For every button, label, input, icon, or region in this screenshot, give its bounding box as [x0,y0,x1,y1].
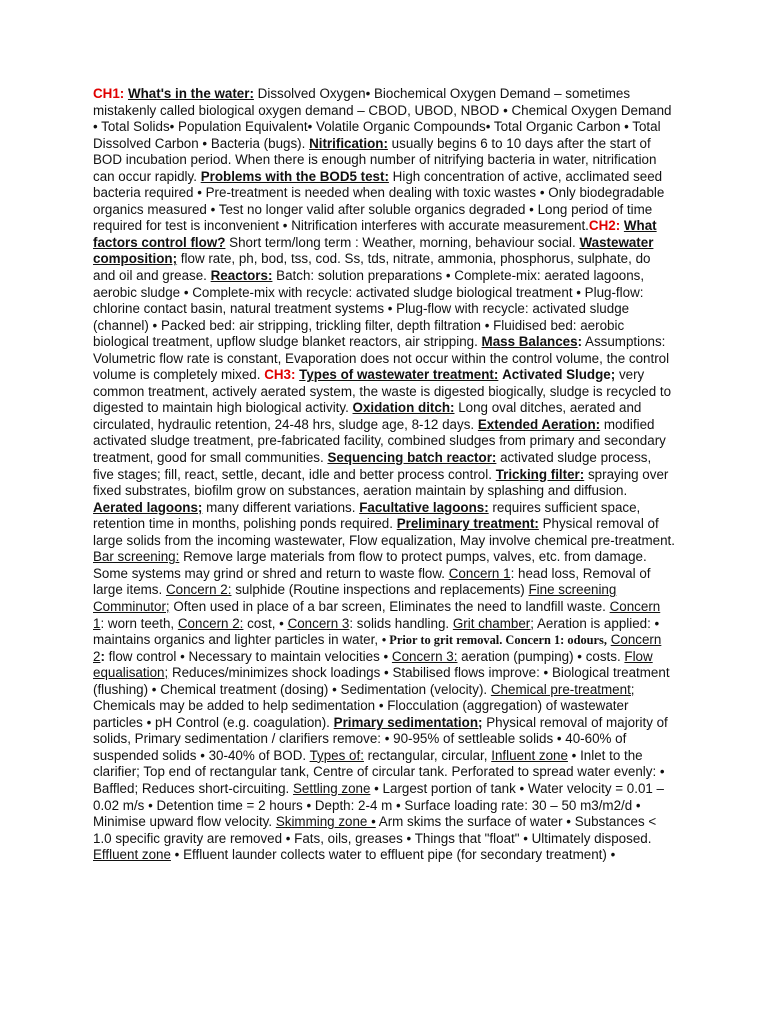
text-nitrification: usually begins 6 to 10 days after the start of BOD incubation period. When there is enough number of nitrifying bacteria in water, nitrification can occur rapidly. [93,135,657,184]
text-effluent-zone: • Effluent launder collects water to effluent pipe (for secondary treatment) • [174,847,616,863]
label-concern-2: Concern 2: [177,615,244,631]
text-chemical-pretreatment: Chemicals may be added to help sedimentation • Flocculation (aggregation) of wastewater particles • pH Control (e.g. coagulation). [93,698,629,730]
heading-facultative-lagoons: Facultative lagoons: [359,499,489,515]
heading-reactors: Reactors: [210,268,273,284]
text-bar-screening: Remove large materials from flow to protect pumps, valves, etc. from damage. Some systems may grind or shred and return to waste flow. [93,549,647,581]
text-sequencing-batch-reactor: activated sludge process, five stages; fill, react, settle, decant, idle and better process control. [93,450,652,482]
text-comminutor: Often used in place of a bar screen, Eliminates the need to landfill waste. [173,598,606,614]
heading-treatment-types: Types of wastewater treatment: [299,367,499,383]
text-influent-zone: • Inlet to the clarifier; Top end of rectangular tank, Centre of circular tank. Perforated to spread water evenly: • Baffled; Reduces short-circuiting. [93,747,665,796]
label-influent-zone: Influent zone [491,747,568,763]
text-water-parameters: Dissolved Oxygen• Biochemical Oxygen Demand – sometimes mistakenly called biological oxygen demand – CBOD, UBOD, NBOD • Chemical Oxygen Demand • Total Solids• Population Equivalent• Volatile Organic Compounds• Total Organic Carbon • Total Dissolved Carbon • Bacteria (bugs). [93,86,672,151]
label-bar-screening: Bar screening: [93,549,180,565]
heading-activated-sludge: Activated Sludge; [502,367,616,383]
chapter-marker-ch3: CH3: [264,367,296,383]
label-fine-screening: Fine screening [528,582,617,598]
text-facultative-lagoons: requires sufficient space, retention time in months, polishing ponds required. [93,499,641,532]
heading-whats-in-water: What's in the water: [127,86,254,101]
label-concern-3: Concern 3: [391,648,458,664]
label-comminutor: Comminutor; [93,598,170,614]
text-concern-1: : worn teeth, [100,615,175,631]
study-notes-paragraph [93,86,675,864]
text-aerated-lagoons: many different variations. [206,499,356,515]
heading-mass-balances: Mass Balances [481,334,578,350]
label-chemical-pretreatment: Chemical pre-treatment; [490,681,635,697]
heading-tricking-filter: Tricking filter: [495,466,585,482]
mass-balances-colon: : [577,334,583,350]
heading-preliminary-treatment: Preliminary treatment: [396,516,539,532]
heading-sequencing-batch-reactor: Sequencing batch reactor: [327,450,497,466]
text-wastewater-composition: flow rate, ph, bod, tss, cod. Ss, tds, nitrate, ammonia, phosphorus, sulphate, do and oil and grease. [93,251,651,284]
label-concern-3: Concern 3 [287,615,350,631]
label-settling-zone: Settling zone [292,780,371,796]
text-primary-sedimentation: Physical removal of majority of solids, Primary sedimentation / clarifiers remove: • 90-95% of settleable solids • 40-60% of suspended solids • 30-40% of BOD. [93,714,668,763]
text-tricking-filter: spraying over fixed substrates, biofilm grow on substances, aeration maintain by splashing and diffusion. [93,466,669,499]
text-reactors: Batch: solution preparations • Complete-mix: aerated lagoons, aerobic sludge • Complete-mix with recycle: activated sludge biological treatment • Plug-flow: chlorine contact basin, natural treatment systems • Plug-flow with recycle: activated sludge (channel) • Packed bed: air stripping, trickling filter, depth filtration • Fluidised bed: aerobic biological treatment, upflow sludge blanket reactors, air stripping. [93,268,645,350]
label-concern-1: Concern 1 [448,565,511,581]
chapter-marker-ch1: CH1: [93,86,125,101]
label-flow-equalisation: Flow equalisation; [93,648,653,681]
text-bod5-problems: High concentration of active, acclimated seed bacteria required • Pre-treatment is needed when dealing with toxic wastes • Only biodegradable organics measured • Test no longer valid after soluble organics degraded • Long period of time required for test is inconvenient • Nitrification interferes with accurate measurement. [93,168,665,234]
heading-aerated-lagoons: Aerated lagoons; [93,499,203,515]
text-flow-factors: Short term/long term : Weather, morning, behaviour social. [229,234,576,250]
text-mass-balances: Assumptions: Volumetric flow rate is constant, Evaporation does not occur within the control volume, the control volume is completely mixed. [93,334,670,383]
text-extended-aeration: modified activated sludge treatment, pre-fabricated facility, combined sludges from primary and secondary treatment, good for small communities. [93,416,666,466]
text-skimming-zone: Arm skims the surface of water • Substances < 1.0 specific gravity are removed • Fats, oils, greases • Things that "float" • Ultimately disposed. [93,814,657,846]
text-activated-sludge: very common treatment, actively aerated system, the waste is digested biogically, sludge is recycled to digested to maintain high biological activity. [93,367,672,416]
text-grit-removal: • Prior to grit removal. Concern 1: odours, [381,633,607,648]
label-skimming-zone: Skimming zone • [275,814,376,830]
label-concern-2: Concern 2: [165,582,232,598]
label-concern-1: Concern 1 [93,598,661,631]
heading-wastewater-composition: Wastewater composition; [93,234,654,267]
chapter-marker-ch2: CH2: [588,218,621,234]
heading-extended-aeration: Extended Aeration: [477,416,601,432]
heading-flow-factors: What factors control flow? [93,218,657,250]
label-effluent-zone: Effluent zone [93,847,171,863]
text-oxidation-ditch: Long oval ditches, aerated and circulated, hydraulic retention, 24-48 hrs, sludge age, 8-12 days. [93,400,642,432]
label-concern-2: Concern 2 [93,632,662,664]
label-types-of: Types of: [309,747,364,763]
text-concern-3: aeration (pumping) • costs. [461,648,621,664]
heading-oxidation-ditch: Oxidation ditch: [352,400,455,416]
text-grit-chamber: Aeration is applied: • maintains organics and lighter particles in water, [93,615,660,648]
document-page [93,86,675,864]
text-preliminary-treatment: Physical removal of large solids from the incoming wastewater, Flow equalization, May involve chemical pre-treatment. [93,516,676,548]
text-concern-1: : head loss, Removal of large items. [93,565,651,598]
text-flow-equalisation: Reduces/minimizes shock loadings • Stabilised flows improve: • Biological treatment (flushing) • Chemical treatment (dosing) • Sedimentation (velocity). [93,665,670,697]
text-concern-2: sulphide (Routine inspections and replacements) [235,582,525,598]
concern-2-colon: : [100,648,105,664]
heading-nitrification: Nitrification: [309,135,388,151]
heading-primary-sedimentation: Primary sedimentation; [333,714,483,730]
text-concern-2: cost, • [247,615,284,631]
text-types-of: rectangular, circular, [367,747,488,763]
text-concern-3: : solids handling. [349,615,450,631]
text-concern-2: flow control • Necessary to maintain velocities • [108,648,389,664]
heading-bod5-problems: Problems with the BOD5 test: [200,168,389,184]
text-settling-zone: • Largest portion of tank • Water velocity = 0.01 – 0.02 m/s • Detention time = 2 hours • Depth: 2-4 m • Surface loading rate: 30 – 50 m3/m2/d • Minimise upward flow velocity. [93,780,665,830]
label-grit-chamber: Grit chamber; [452,615,534,631]
